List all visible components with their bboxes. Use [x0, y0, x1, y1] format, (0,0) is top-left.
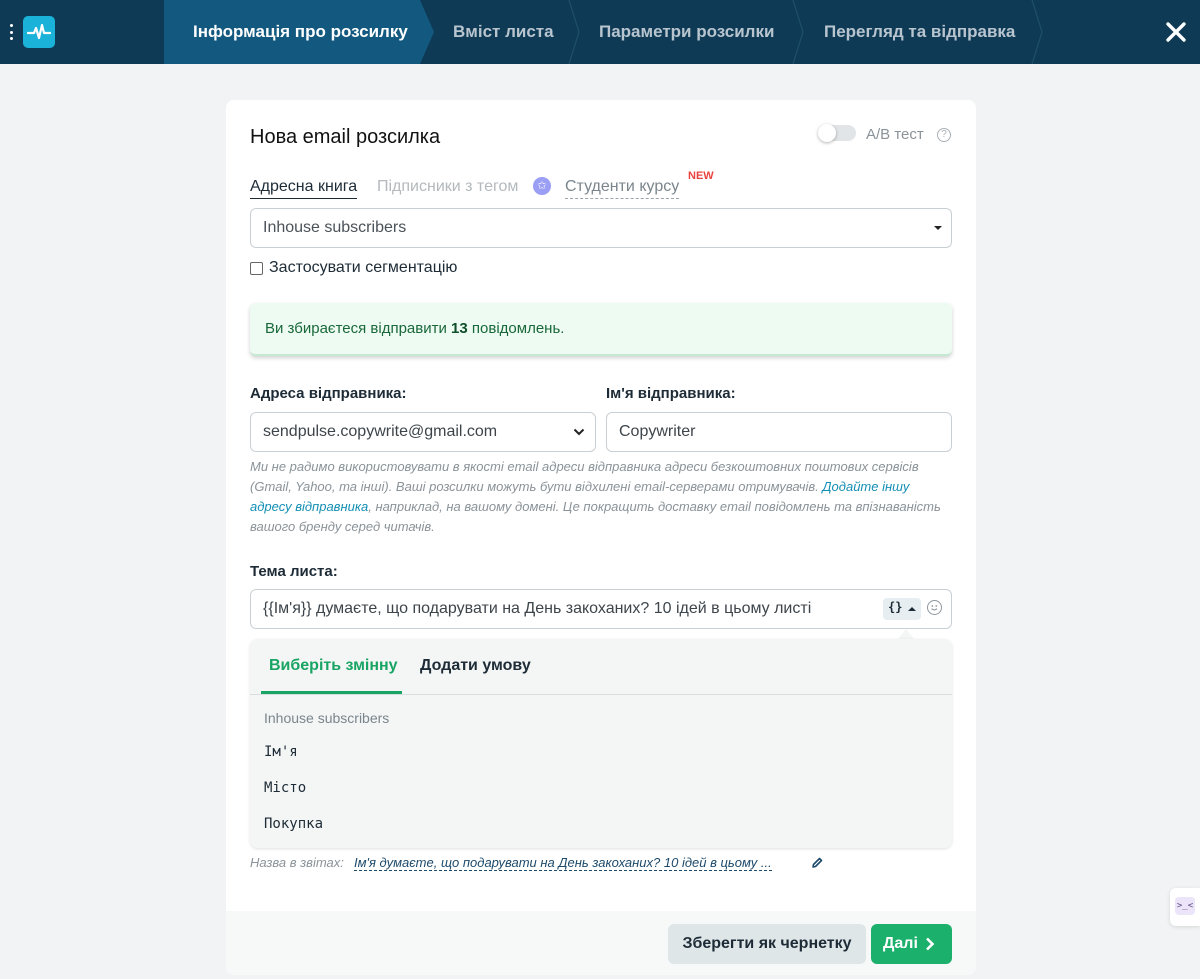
chat-widget-tab[interactable]: [1170, 888, 1200, 926]
address-book-value: Inhouse subscribers: [263, 219, 407, 236]
step-campaign-info[interactable]: [164, 0, 434, 64]
chevron-right-icon: [925, 937, 935, 951]
sender-name-input[interactable]: [606, 412, 952, 452]
segmentation-checkbox[interactable]: [250, 262, 263, 275]
sender-name-label: Ім'я відправника:: [606, 385, 736, 402]
save-draft-button[interactable]: Зберегти як чернетку: [668, 924, 866, 964]
tab-select-variable[interactable]: Виберіть змінну: [269, 657, 398, 674]
step-label: Вміст листа: [453, 22, 554, 41]
segmentation-label[interactable]: Застосувати сегментацію: [269, 259, 458, 276]
subject-input[interactable]: [250, 589, 952, 629]
next-button[interactable]: [871, 924, 952, 964]
add-sender-link[interactable]: Додайте іншу адресу відправника: [250, 479, 910, 514]
subject-value: {{Ім'я}} думаєте, що подарувати на День закоханих? 10 ідей в цьому листі: [263, 600, 812, 617]
tab-address-book[interactable]: Адресна книга: [250, 178, 357, 199]
hint-text-end: , наприклад, на вашому домені. Це покращить доставку email повідомлень та впізнаваність вашого бренду серед читачів.: [250, 499, 941, 534]
caret-down-icon: [934, 226, 942, 230]
variable-braces-icon: {}: [888, 600, 903, 614]
variable-group-title: Inhouse subscribers: [264, 710, 390, 726]
variable-dropdown: [250, 639, 952, 848]
variable-item[interactable]: Місто: [264, 780, 307, 796]
insert-variable-button[interactable]: [883, 598, 921, 620]
close-icon[interactable]: [1164, 20, 1188, 44]
campaign-info-card: [226, 100, 976, 975]
variable-item[interactable]: Покупка: [264, 816, 324, 832]
notice-suffix: повідомлень.: [471, 320, 565, 337]
ab-test-toggle[interactable]: [818, 125, 856, 141]
subject-label: Тема листа:: [250, 563, 338, 580]
new-badge: NEW: [688, 170, 714, 182]
step-label: Параметри розсилки: [599, 22, 775, 41]
report-name-value[interactable]: Ім'я думаєте, що подарувати на День закоханих? 10 ідей в цьому ...: [354, 855, 772, 870]
top-bar: [0, 0, 1200, 64]
edit-pencil-icon[interactable]: [810, 856, 824, 870]
sender-email-label: Адреса відправника:: [250, 385, 407, 402]
sender-email-select[interactable]: [250, 412, 596, 452]
premium-star-icon: ✩: [533, 177, 551, 195]
caret-up-icon: [908, 607, 916, 611]
dropdown-pointer: [898, 629, 914, 639]
step-review-send[interactable]: [799, 0, 1049, 64]
sendpulse-logo-icon[interactable]: [23, 16, 55, 48]
menu-dots-icon[interactable]: [9, 24, 13, 40]
tab-tag-subscribers[interactable]: Підписники з тегом: [377, 178, 519, 195]
recipients-count: 13: [451, 320, 468, 337]
next-label: Далі: [883, 935, 918, 952]
ab-test-label: A/B тест: [866, 126, 924, 143]
notice-prefix: Ви збираєтеся відправити: [265, 320, 447, 337]
tab-add-condition[interactable]: Додати умову: [420, 657, 531, 674]
step-email-content[interactable]: [434, 0, 574, 64]
address-book-select[interactable]: [250, 208, 952, 248]
variable-item[interactable]: Ім'я: [264, 744, 298, 760]
widget-face-icon: >_<: [1175, 897, 1195, 915]
chevron-down-icon: [573, 427, 585, 437]
page-title: Нова email розсилка: [250, 126, 441, 148]
step-campaign-settings[interactable]: [574, 0, 799, 64]
step-separator-icon: [1031, 0, 1043, 64]
tab-course-students[interactable]: Студенти курсу: [565, 178, 679, 199]
emoji-icon[interactable]: [927, 600, 942, 615]
divider: [250, 694, 952, 695]
sender-email-value: sendpulse.copywrite@gmail.com: [263, 423, 498, 440]
step-label: Перегляд та відправка: [824, 22, 1016, 41]
hint-text: Ми не радимо використовувати в якості email адреси відправника адреси безкоштовних поштових сервісів (Gmail, Yahoo, та інші). Ваші розсилки можуть бути відхилені email-серверами отримувачів.: [250, 459, 919, 494]
recipients-notice: [250, 303, 952, 356]
sender-hint: [250, 457, 950, 537]
step-label: Інформація про розсилку: [193, 22, 408, 41]
sender-name-value: Copywriter: [619, 423, 696, 440]
report-name-label: Назва в звітах:: [250, 855, 344, 870]
help-icon[interactable]: ?: [937, 128, 951, 142]
